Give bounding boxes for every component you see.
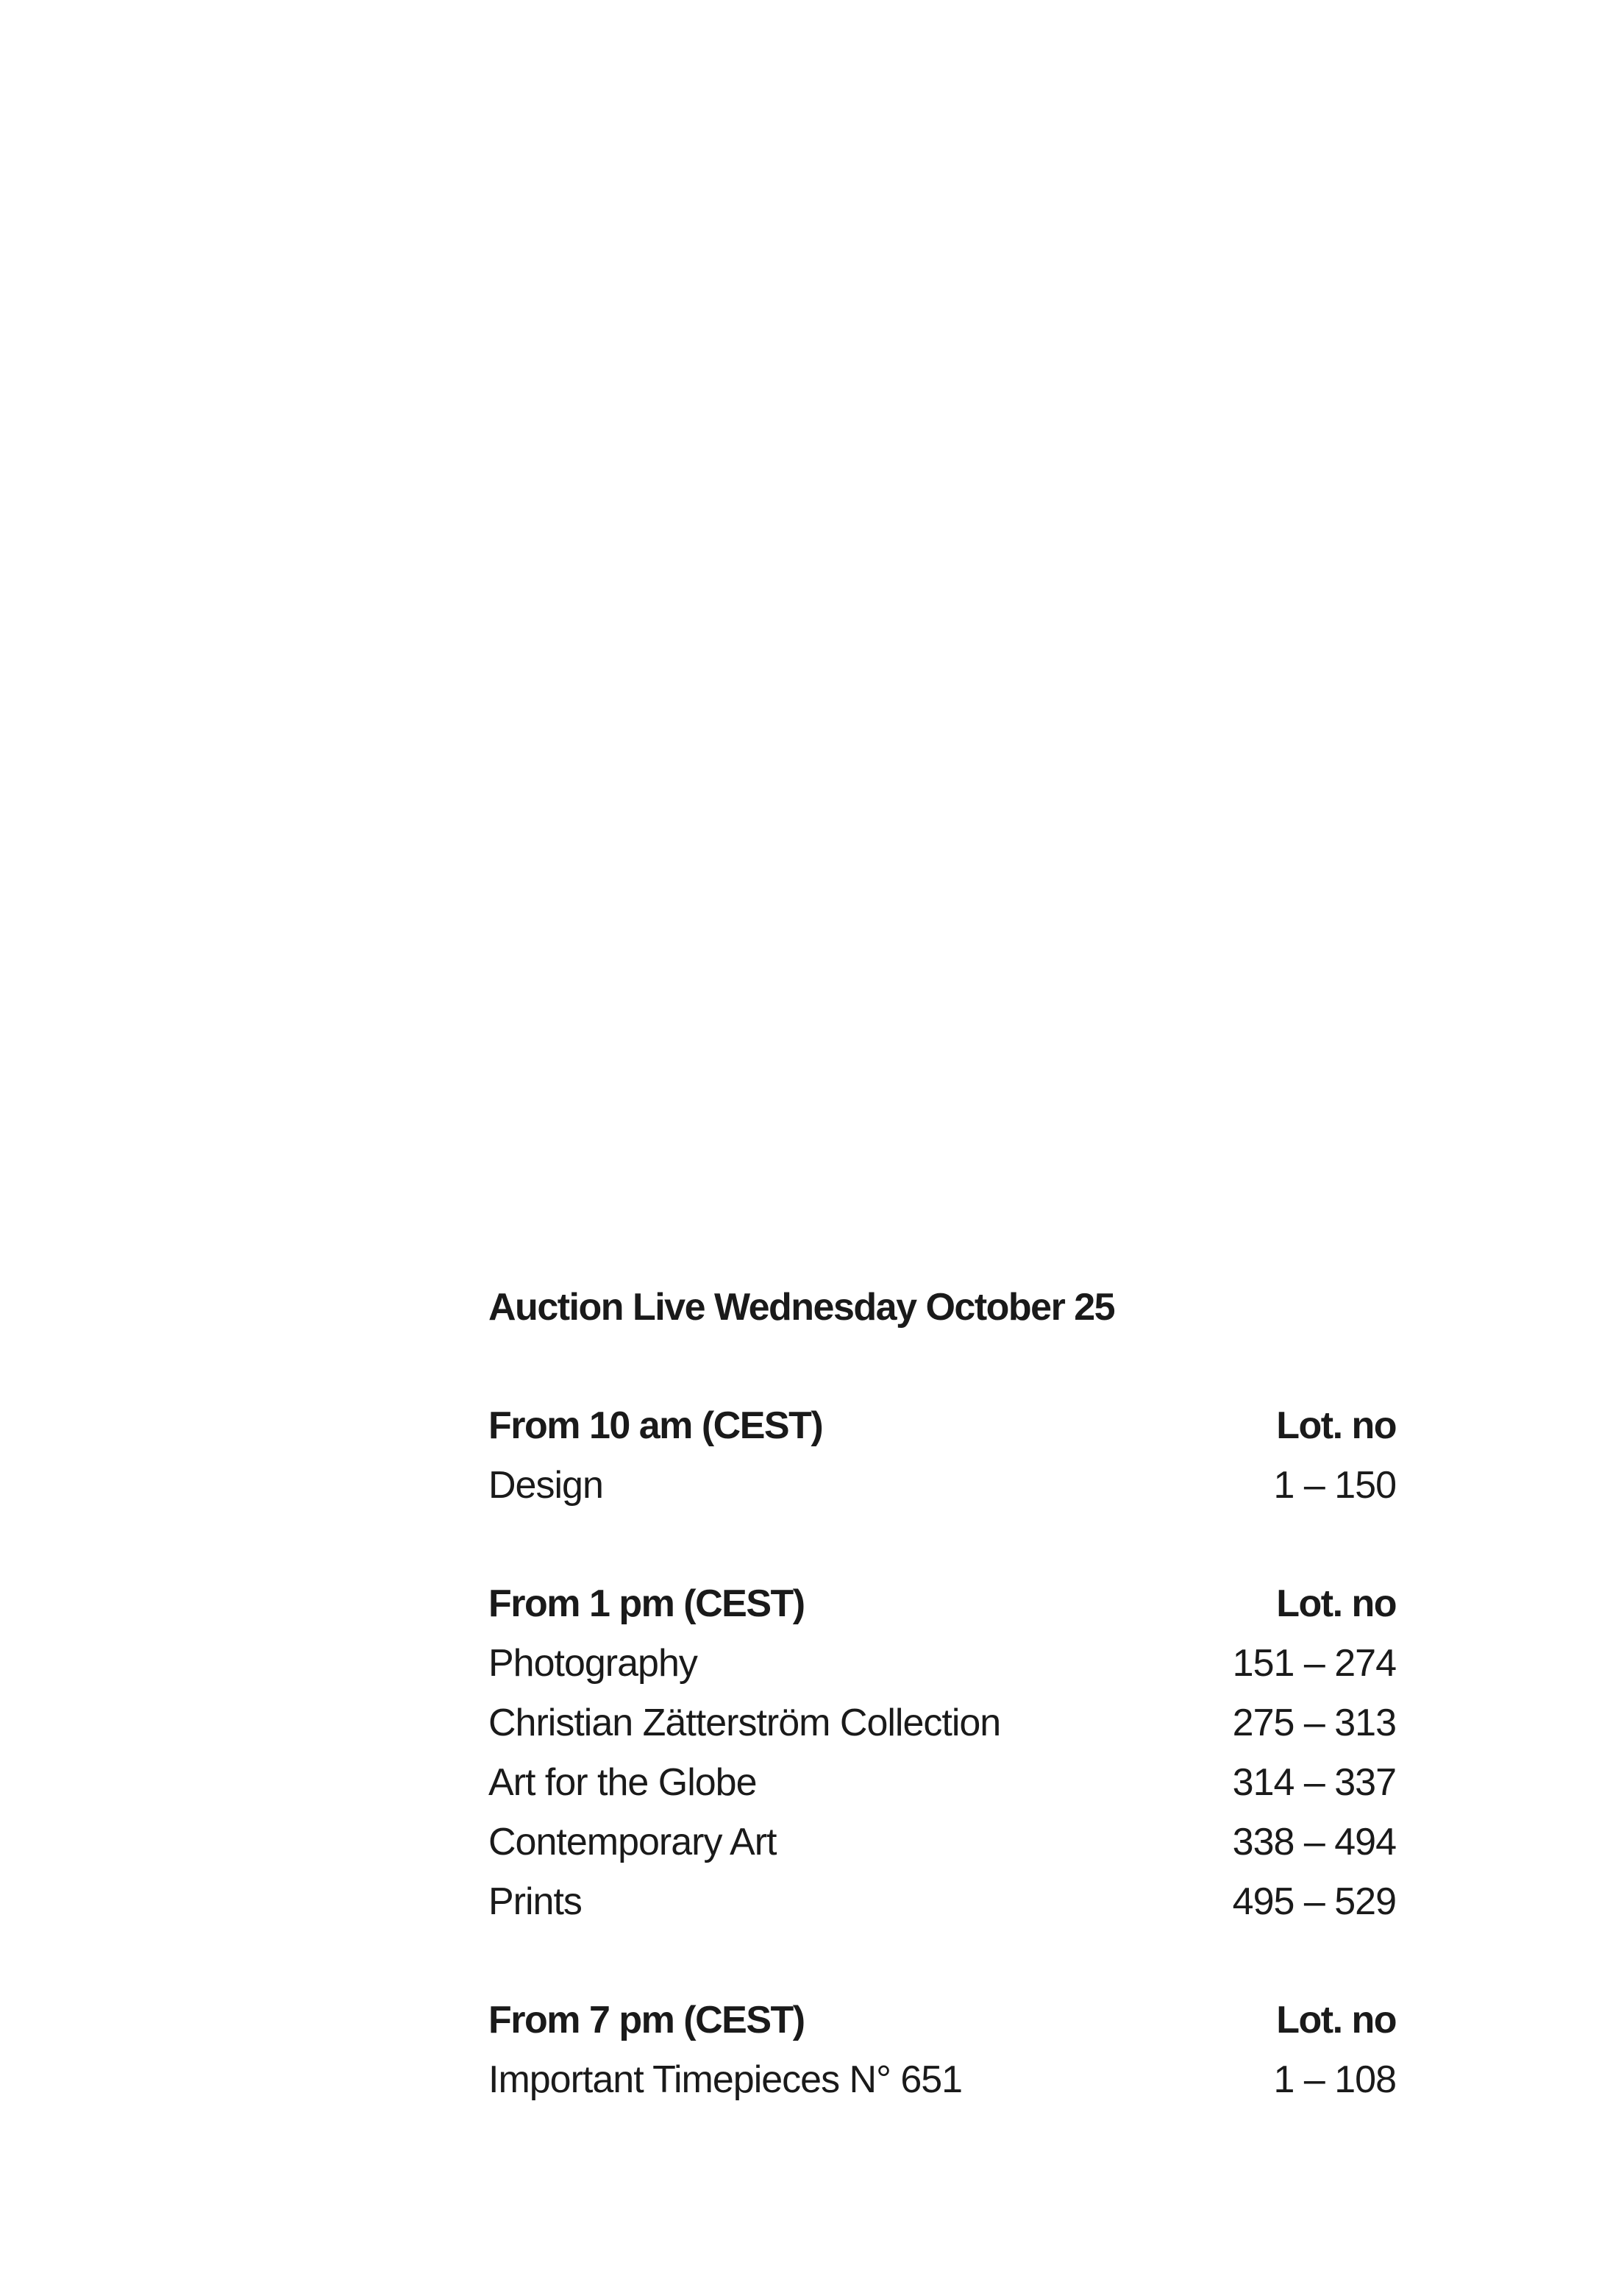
list-item — [488, 1456, 1396, 1515]
category-name: Important Timepieces N° 651 — [488, 2058, 963, 2101]
list-item — [488, 1634, 1396, 1693]
lot-range: 1 – 150 — [1273, 1464, 1396, 1507]
category-name: Contemporary Art — [488, 1821, 777, 1863]
lot-range: 151 – 274 — [1232, 1642, 1396, 1685]
lot-range: 1 – 108 — [1273, 2058, 1396, 2101]
lot-range: 314 – 337 — [1232, 1761, 1396, 1804]
list-item — [488, 1813, 1396, 1872]
lot-range: 275 – 313 — [1232, 1702, 1396, 1744]
section-header — [488, 1991, 1396, 2050]
schedule-section-morning — [488, 1396, 1396, 1515]
category-name: Design — [488, 1464, 603, 1507]
lot-range: 338 – 494 — [1232, 1821, 1396, 1863]
lot-range: 495 – 529 — [1232, 1880, 1396, 1923]
auction-schedule — [488, 1277, 1396, 2110]
section-header — [488, 1574, 1396, 1634]
category-name: Photography — [488, 1642, 697, 1685]
lot-number-header: Lot. no — [1276, 1999, 1396, 2041]
page-title: Auction Live Wednesday October 25 — [488, 1286, 1115, 1329]
category-name: Prints — [488, 1880, 582, 1923]
lot-number-header: Lot. no — [1276, 1404, 1396, 1447]
category-name: Art for the Globe — [488, 1761, 757, 1804]
list-item — [488, 1693, 1396, 1753]
list-item — [488, 1872, 1396, 1932]
schedule-section-evening — [488, 1991, 1396, 2110]
section-time: From 7 pm (CEST) — [488, 1999, 805, 2041]
section-time: From 1 pm (CEST) — [488, 1582, 805, 1625]
lot-number-header: Lot. no — [1276, 1582, 1396, 1625]
list-item — [488, 1753, 1396, 1813]
category-name: Christian Zätterström Collection — [488, 1702, 1001, 1744]
schedule-section-afternoon — [488, 1574, 1396, 1932]
section-time: From 10 am (CEST) — [488, 1404, 823, 1447]
section-header — [488, 1396, 1396, 1456]
list-item — [488, 2050, 1396, 2110]
